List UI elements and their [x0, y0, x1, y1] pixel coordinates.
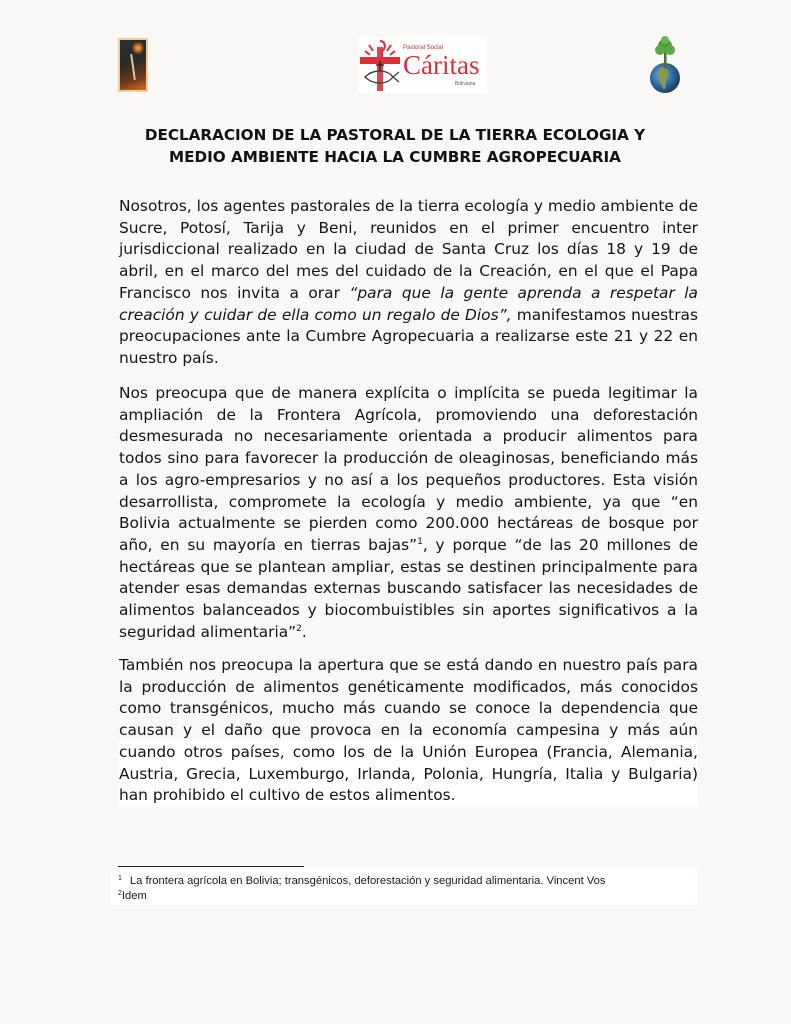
- cross-fish-emblem-icon: [359, 37, 401, 93]
- paragraph-2-part-3: .: [301, 622, 307, 641]
- footnotes: [110, 869, 698, 905]
- footnote-ref-2[interactable]: 2: [296, 623, 302, 634]
- footnote-number: 2: [118, 890, 122, 897]
- wheat-sunset-icon: [120, 40, 146, 90]
- paragraph-2-part-1: Nos preocupa que de manera explícita o implícita se pueda legitimar la ampliación de la Frontera Agrícola, promoviendo una deforestación desmesurada no necesariamente orientada a producir alimentos para todos sino para favorecer la producción de oleaginosas, beneficiando más a los agro-empresarios y no así a los pequeños productores. Esta visión desarrollista, compromete la ecología y medio ambiente, ya que “en Bolivia actualmente se pierden como 200.000 hectáreas de bosque por año, en su mayoría en tierras bajas”: [119, 384, 698, 554]
- paragraph-3-text: También nos preocupa la apertura que se está dando en nuestro país para la producción de alimentos genéticamente modificados, más conocidos como transgénicos, mucho más cuando se conoce la dependencia que causan y el daño que provoca en la economía campesina y más aún cuando otros países, como los de la Unión Europea (Francia, Alemania, Austria, Grecia, Luxemburgo, Irlanda, Polonia, Hungría, Italia y Bulgaria) han prohibido el cultivo de estos alimentos.: [119, 656, 698, 805]
- paragraph-2-part-2: , y porque “de las 20 millones de hectáreas que se plantean ampliar, estas se destinen principalmente para atender esas demandas externas buscando satisfacer las necesidades de alimentos balanceados y biocombuistibles sin aportes significativos a la seguridad alimentaria”: [119, 535, 698, 641]
- footnote-2: [118, 890, 147, 902]
- footnote-text: La frontera agrícola en Bolivia; transgénicos, deforestación y seguridad alimentaria. Vincent Vos: [129, 875, 606, 887]
- paragraph-1: [119, 196, 698, 370]
- footnote-text: Idem: [121, 890, 147, 902]
- caritas-small-text: Pastoral Social: [403, 45, 444, 51]
- footnote-1: [118, 875, 605, 887]
- pastoral-tierra-logo: [118, 38, 148, 92]
- caritas-logo: [359, 37, 487, 93]
- paragraph-1-intro: Nosotros, los agentes pastorales de la tierra ecología y medio ambiente de Sucre, Potosí, Tarija y Beni, reunidos en el primer encuentro inter jurisdiccional realizado en la ciudad de Santa Cruz los días 18 y 19 de abril, en el marco del mes del cuidado de la Creación, en el que el Papa Francisco nos invita a orar: [119, 197, 698, 302]
- footnote-number: 1: [118, 875, 122, 882]
- caritas-sub-text: Boliviana: [455, 81, 476, 87]
- pope-quote: “para que la gente aprenda a respetar la creación y cuidar de ella como un regalo de Dios”,: [119, 283, 698, 324]
- document-title: [110, 124, 680, 168]
- caritas-brand-text: Cáritas: [403, 50, 480, 80]
- footnote-separator: [118, 866, 304, 867]
- title-line-2: MEDIO AMBIENTE HACIA LA CUMBRE AGROPECUARIA: [169, 148, 621, 166]
- paragraph-1-outro: manifestamos nuestras preocupaciones ante la Cumbre Agropecuaria a realizarse este 21 y 22 en nuestro país.: [119, 305, 698, 367]
- footnote-ref-1[interactable]: 1: [417, 536, 423, 547]
- title-line-1: DECLARACION DE LA PASTORAL DE LA TIERRA ECOLOGIA Y: [144, 126, 646, 144]
- tree-globe-icon: [645, 34, 685, 94]
- paragraph-3: [119, 655, 698, 807]
- paragraph-2: [119, 383, 698, 643]
- ecology-logo: [645, 34, 685, 94]
